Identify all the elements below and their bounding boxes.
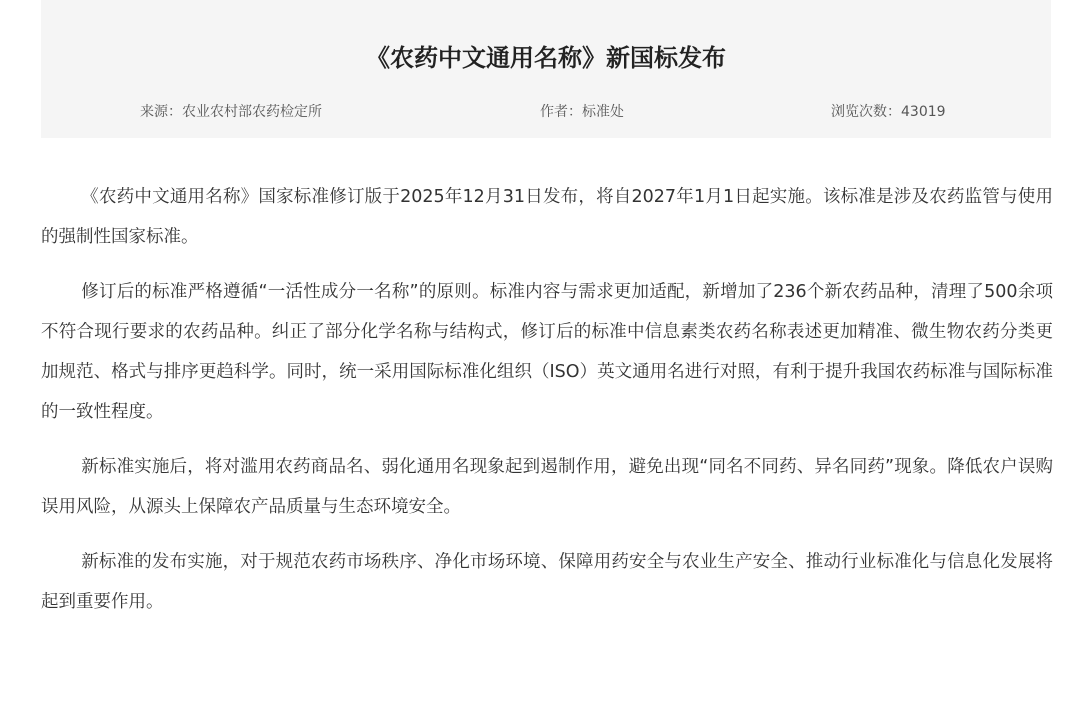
article-paragraph: 新标准的发布实施，对于规范农药市场秩序、净化市场环境、保障用药安全与农业生产安全、推动行业标准化与信息化发展将起到重要作用。 (41, 552, 1053, 612)
article-paragraph: 《农药中文通用名称》国家标准修订版于2025年12月31日发布，将自2027年1月1日起实施。该标准是涉及农药监管与使用的强制性国家标准。 (41, 187, 1053, 247)
article-source: 来源：农业农村部农药检定所 (140, 104, 322, 120)
article-body (41, 177, 1053, 637)
article-paragraph: 修订后的标准严格遵循“一活性成分一名称”的原则。标准内容与需求更加适配，新增加了236个新农药品种，清理了500余项不符合现行要求的农药品种。纠正了部分化学名称与结构式，修订后的标准中信息素类农药名称表述更加精准、微生物农药分类更加规范、格式与排序更趋科学。同时，统一采用国际标准化组织（ISO）英文通用名进行对照，有利于提升我国农药标准与国际标准的一致性程度。 (41, 282, 1053, 422)
article-header (41, 0, 1051, 138)
article-view-count: 浏览次数：43019 (831, 104, 946, 120)
article-paragraph: 新标准实施后，将对滥用农药商品名、弱化通用名现象起到遏制作用，避免出现“同名不同药、异名同药”现象。降低农户误购误用风险，从源头上保障农产品质量与生态环境安全。 (41, 457, 1053, 517)
article-author: 作者：标准处 (540, 104, 624, 120)
article-title: 《农药中文通用名称》新国标发布 (366, 44, 726, 72)
